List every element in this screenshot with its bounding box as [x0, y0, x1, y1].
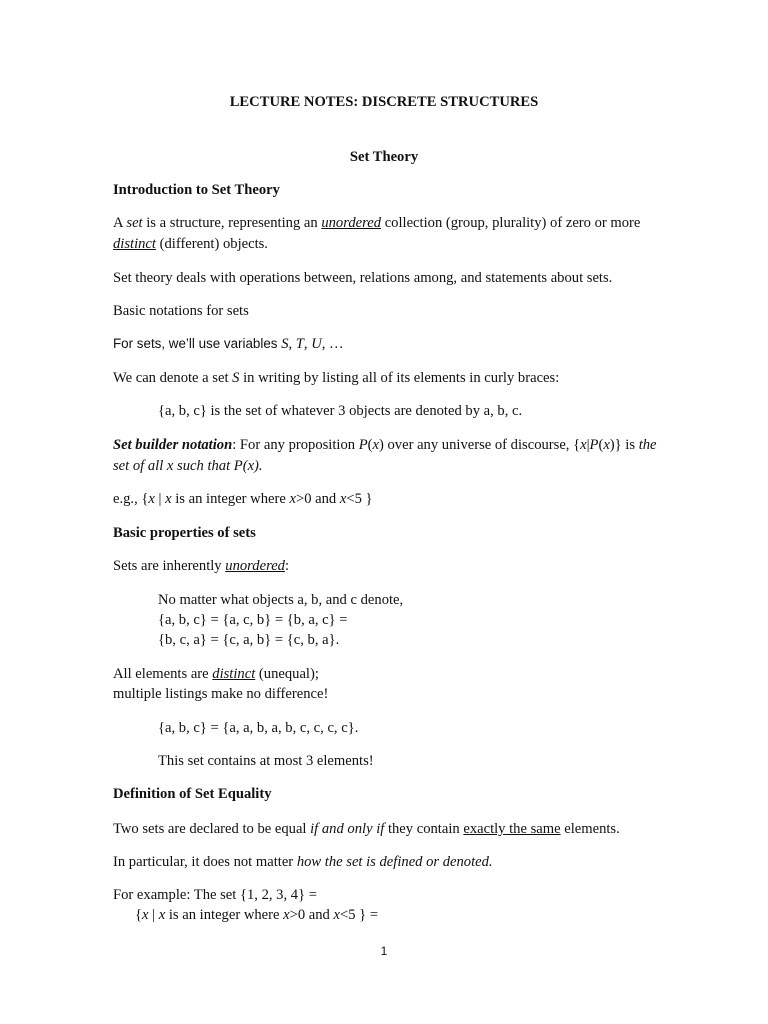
paragraph-set-builder-cont: set of all x such that P(x). — [113, 458, 263, 474]
document-title: LECTURE NOTES: DISCRETE STRUCTURES — [229, 94, 539, 110]
paragraph-basic-notations: Basic notations for sets — [113, 303, 249, 319]
paragraph-set-builder: Set builder notation: For any proposition P(x) over any universe of discourse, {x|P(x)} is the — [113, 437, 657, 453]
paragraph-distinct: All elements are distinct (unequal); — [113, 666, 319, 682]
paragraph-equality: Two sets are declared to be equal if and only if they contain exactly the same elements. — [113, 821, 620, 837]
distinct-example: {a, b, c} = {a, a, b, a, b, c, c, c, c}. — [158, 720, 359, 736]
unordered-line-1: No matter what objects a, b, and c denote, — [158, 592, 404, 608]
section-heading-equality: Definition of Set Equality — [113, 786, 272, 802]
paragraph-unordered: Sets are inherently unordered: — [113, 558, 290, 574]
unordered-line-2: {a, b, c} = {a, c, b} = {b, a, c} = — [158, 612, 348, 628]
example-abc: {a, b, c} is the set of whatever 3 objects are denoted by a, b, c. — [158, 403, 523, 419]
paragraph-variables: For sets, we’ll use variables S, T, U, … — [113, 336, 344, 352]
paragraph-distinct-cont: multiple listings make no difference! — [113, 686, 329, 702]
paragraph-example: For example: The set {1, 2, 3, 4} = — [113, 887, 317, 903]
section-heading-properties: Basic properties of sets — [113, 525, 256, 541]
paragraph-set-definition: A set is a structure, representing an unordered collection (group, plurality) of zero or more — [113, 215, 641, 231]
section-heading-intro: Introduction to Set Theory — [113, 182, 280, 198]
paragraph-denote-set: We can denote a set S in writing by listing all of its elements in curly braces: — [113, 370, 560, 386]
paragraph-set-theory: Set theory deals with operations between, relations among, and statements about sets. — [113, 270, 613, 286]
distinct-note: This set contains at most 3 elements! — [158, 753, 374, 769]
paragraph-set-definition-cont: distinct (different) objects. — [113, 236, 268, 252]
page-number: 1 — [380, 944, 388, 958]
document-subtitle: Set Theory — [349, 149, 419, 165]
paragraph-example-cont: {x | x is an integer where x>0 and x<5 } = — [135, 907, 379, 923]
unordered-line-3: {b, c, a} = {c, a, b} = {c, b, a}. — [158, 632, 340, 648]
example-set-builder: e.g., {x | x is an integer where x>0 and x<5 } — [113, 491, 373, 507]
paragraph-denoted: In particular, it does not matter how the set is defined or denoted. — [113, 854, 493, 870]
